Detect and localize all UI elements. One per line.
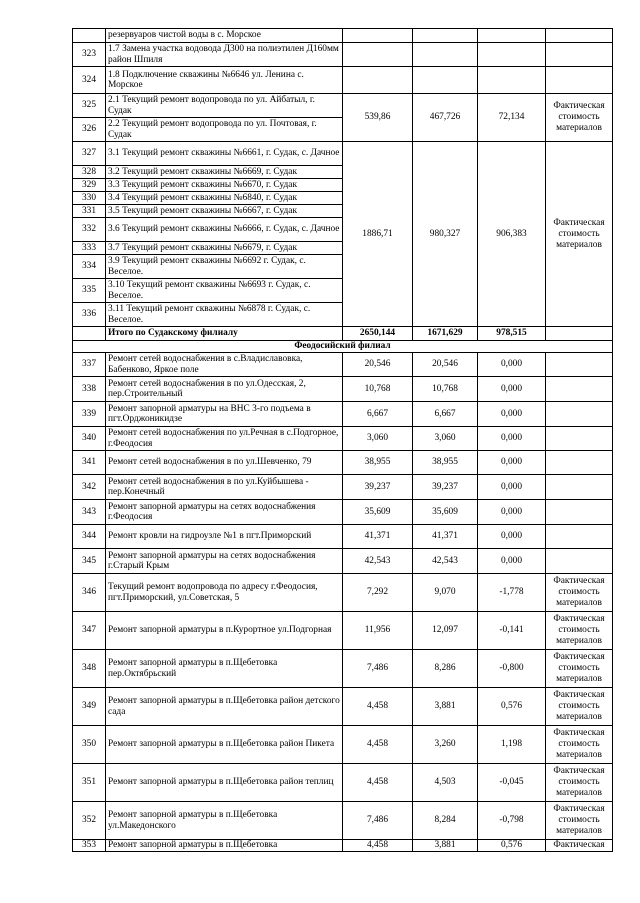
row-number-cell: 336: [73, 303, 106, 327]
value-cell: 7,486: [343, 802, 413, 840]
description-cell: Ремонт запорной арматуры в п.Щебетовка район детского сада: [106, 688, 343, 726]
row-number-cell: 328: [73, 166, 106, 179]
value-cell: 10,768: [343, 377, 413, 402]
value-cell: 906,383: [478, 142, 546, 327]
table-row: [73, 764, 613, 802]
total-value: 2650,144: [343, 327, 413, 341]
empty-cell: [343, 29, 413, 43]
value-cell: 3,881: [413, 840, 478, 852]
description-cell: Ремонт запорной арматуры на ВНС 3-го подъема в пгт.Орджоникидзе: [106, 402, 343, 427]
row-number-cell: 348: [73, 650, 106, 688]
section-title: Феодосийский филиал: [73, 341, 613, 353]
table-row: [73, 43, 613, 67]
note-cell: Фактическая стоимость материалов: [546, 574, 613, 612]
table-row: [73, 650, 613, 688]
value-cell: 3,260: [413, 726, 478, 764]
value-cell: 0,000: [478, 402, 546, 427]
value-cell: -0,800: [478, 650, 546, 688]
note-cell: Фактическая стоимость материалов: [546, 726, 613, 764]
row-number-cell: 346: [73, 574, 106, 612]
empty-cell: [478, 43, 546, 67]
value-cell: 4,458: [343, 764, 413, 802]
description-cell: Ремонт запорной арматуры в п.Щебетовка ул.Македонского: [106, 802, 343, 840]
value-cell: 0,000: [478, 475, 546, 500]
value-cell: 0,576: [478, 688, 546, 726]
value-cell: 3,060: [413, 427, 478, 451]
row-number-cell: 338: [73, 377, 106, 402]
empty-cell: [413, 67, 478, 94]
row-number-cell: 331: [73, 205, 106, 218]
section-header-row: [73, 341, 613, 353]
empty-cell: [73, 327, 106, 341]
description-cell: 3.1 Текущий ремонт скважины №6661, г. Судак, с. Дачное: [106, 142, 343, 166]
description-cell: 3.3 Текущий ремонт скважины №6670, г. Судак: [106, 179, 343, 192]
value-cell: 10,768: [413, 377, 478, 402]
description-cell: Ремонт сетей водоснабжения по ул.Речная в с.Подгорное, г.Феодосия: [106, 427, 343, 451]
description-cell: Ремонт запорной арматуры в п.Щебетовка: [106, 840, 343, 852]
table-row: [73, 840, 613, 852]
note-cell: [546, 549, 613, 574]
row-number-cell: 349: [73, 688, 106, 726]
row-number-cell: 351: [73, 764, 106, 802]
value-cell: 41,371: [343, 525, 413, 549]
value-cell: 39,237: [413, 475, 478, 500]
row-number-cell: 353: [73, 840, 106, 852]
value-cell: 20,546: [413, 353, 478, 377]
empty-cell: [546, 43, 613, 67]
description-cell: 2.2 Текущий ремонт водопровода по ул. Почтовая, г. Судак: [106, 118, 343, 142]
value-cell: 35,609: [413, 500, 478, 525]
row-number-cell: 324: [73, 67, 106, 94]
value-cell: 1,198: [478, 726, 546, 764]
row-number-cell: 335: [73, 279, 106, 303]
total-value: 1671,629: [413, 327, 478, 341]
row-number-cell: 340: [73, 427, 106, 451]
value-cell: 38,955: [413, 451, 478, 475]
table-body: [73, 29, 613, 852]
row-number-cell: 341: [73, 451, 106, 475]
value-cell: 7,486: [343, 650, 413, 688]
table-row: [73, 612, 613, 650]
note-cell: [546, 427, 613, 451]
description-cell: 1.8 Подключение скважины №6646 ул. Ленина с. Морское: [106, 67, 343, 94]
table-row: [73, 427, 613, 451]
row-number-cell: 352: [73, 802, 106, 840]
note-cell: Фактическая стоимость материалов: [546, 142, 613, 327]
value-cell: -1,778: [478, 574, 546, 612]
row-number-cell: 343: [73, 500, 106, 525]
value-cell: 8,284: [413, 802, 478, 840]
description-cell: 3.2 Текущий ремонт скважины №6669, г. Судак: [106, 166, 343, 179]
repair-costs-table: [72, 28, 613, 852]
total-label: Итого по Судакскому филиалу: [106, 327, 343, 341]
row-number-cell: [73, 29, 106, 43]
row-number-cell: 345: [73, 549, 106, 574]
description-cell: Ремонт запорной арматуры в п.Щебетовка район Пикета: [106, 726, 343, 764]
description-cell: 3.5 Текущий ремонт скважины №6667, г. Судак: [106, 205, 343, 218]
table-row: [73, 402, 613, 427]
empty-cell: [478, 67, 546, 94]
value-cell: 6,667: [413, 402, 478, 427]
description-cell: 3.4 Текущий ремонт скважины №6840, г. Судак: [106, 192, 343, 205]
value-cell: -0,798: [478, 802, 546, 840]
empty-cell: [546, 29, 613, 43]
table-row: [73, 142, 613, 166]
value-cell: -0,045: [478, 764, 546, 802]
table-row: [73, 500, 613, 525]
value-cell: 12,097: [413, 612, 478, 650]
value-cell: 8,286: [413, 650, 478, 688]
value-cell: 7,292: [343, 574, 413, 612]
value-cell: 39,237: [343, 475, 413, 500]
table-row: [73, 525, 613, 549]
value-cell: 11,956: [343, 612, 413, 650]
note-cell: [546, 500, 613, 525]
value-cell: 42,543: [413, 549, 478, 574]
note-cell: Фактическая стоимость материалов: [546, 650, 613, 688]
empty-cell: [343, 67, 413, 94]
value-cell: 0,000: [478, 353, 546, 377]
value-cell: 42,543: [343, 549, 413, 574]
row-number-cell: 326: [73, 118, 106, 142]
value-cell: 3,060: [343, 427, 413, 451]
value-cell: 980,327: [413, 142, 478, 327]
table-row: [73, 726, 613, 764]
value-cell: 20,546: [343, 353, 413, 377]
row-number-cell: 334: [73, 255, 106, 279]
table-row: [73, 67, 613, 94]
description-cell: Ремонт запорной арматуры в п.Щебетовка пер.Октябрьский: [106, 650, 343, 688]
value-cell: -0,141: [478, 612, 546, 650]
description-cell: 3.10 Текущий ремонт скважины №6693 г. Судак, с. Веселое.: [106, 279, 343, 303]
table-row: [73, 451, 613, 475]
empty-cell: [546, 67, 613, 94]
note-cell: [546, 353, 613, 377]
table-row: [73, 688, 613, 726]
value-cell: 4,503: [413, 764, 478, 802]
row-number-cell: 339: [73, 402, 106, 427]
empty-cell: [343, 43, 413, 67]
value-cell: 0,000: [478, 427, 546, 451]
empty-cell: [413, 43, 478, 67]
table-row: [73, 549, 613, 574]
description-cell: Ремонт запорной арматуры в п.Щебетовка район теплиц: [106, 764, 343, 802]
empty-cell: [413, 29, 478, 43]
value-cell: 41,371: [413, 525, 478, 549]
value-cell: 0,000: [478, 500, 546, 525]
description-cell: Ремонт сетей водоснабжения в по ул.Куйбышева - пер.Конечный: [106, 475, 343, 500]
value-cell: 4,458: [343, 688, 413, 726]
table-row: [73, 353, 613, 377]
description-cell: Ремонт сетей водоснабжения в по ул.Шевченко, 79: [106, 451, 343, 475]
value-cell: 0,576: [478, 840, 546, 852]
note-cell: [546, 525, 613, 549]
row-number-cell: 347: [73, 612, 106, 650]
note-cell: [546, 475, 613, 500]
description-cell: Текущий ремонт водопровода по адресу г.Феодосия, пгт.Приморский, ул.Советская, 5: [106, 574, 343, 612]
row-number-cell: 330: [73, 192, 106, 205]
table-row: [73, 29, 613, 43]
value-cell: 0,000: [478, 549, 546, 574]
value-cell: 9,070: [413, 574, 478, 612]
row-number-cell: 323: [73, 43, 106, 67]
description-cell: Ремонт сетей водоснабжения в с.Владиславовка, Бабенково, Яркое поле: [106, 353, 343, 377]
description-cell: 3.11 Текущий ремонт скважины №6878 г. Судак, с. Веселое.: [106, 303, 343, 327]
value-cell: 1886,71: [343, 142, 413, 327]
table-row: [73, 475, 613, 500]
value-cell: 0,000: [478, 451, 546, 475]
total-value: 978,515: [478, 327, 546, 341]
description-cell: 3.6 Текущий ремонт скважины №6666, г. Судак, с. Дачное: [106, 218, 343, 242]
value-cell: 72,134: [478, 94, 546, 142]
note-cell: Фактическая стоимость материалов: [546, 802, 613, 840]
value-cell: 35,609: [343, 500, 413, 525]
row-number-cell: 327: [73, 142, 106, 166]
total-row: [73, 327, 613, 341]
description-cell: 1.7 Замена участка водовода Д300 на полиэтилен Д160мм район Шпиля: [106, 43, 343, 67]
row-number-cell: 342: [73, 475, 106, 500]
description-cell: резервуаров чистой воды в с. Морское: [106, 29, 343, 43]
row-number-cell: 337: [73, 353, 106, 377]
empty-cell: [478, 29, 546, 43]
row-number-cell: 325: [73, 94, 106, 118]
note-cell: Фактическая стоимость материалов: [546, 688, 613, 726]
table-row: [73, 94, 613, 118]
value-cell: 0,000: [478, 525, 546, 549]
description-cell: Ремонт сетей водоснабжения в по ул.Одесская, 2, пер.Строительный: [106, 377, 343, 402]
description-cell: Ремонт запорной арматуры в п.Курортное ул.Подгорная: [106, 612, 343, 650]
description-cell: 2.1 Текущий ремонт водопровода по ул. Айбатыл, г. Судак: [106, 94, 343, 118]
row-number-cell: 332: [73, 218, 106, 242]
note-cell: Фактическая стоимость материалов: [546, 612, 613, 650]
description-cell: 3.7 Текущий ремонт скважины №6679, г. Судак: [106, 242, 343, 255]
value-cell: 6,667: [343, 402, 413, 427]
note-cell: Фактическая стоимость материалов: [546, 94, 613, 142]
description-cell: Ремонт запорной арматуры на сетях водоснабжения г.Феодосия: [106, 500, 343, 525]
empty-cell: [546, 327, 613, 341]
value-cell: 539,86: [343, 94, 413, 142]
table-row: [73, 802, 613, 840]
value-cell: 3,881: [413, 688, 478, 726]
description-cell: 3.9 Текущий ремонт скважины №6692 г. Судак, с. Веселое.: [106, 255, 343, 279]
value-cell: 4,458: [343, 840, 413, 852]
row-number-cell: 333: [73, 242, 106, 255]
row-number-cell: 329: [73, 179, 106, 192]
value-cell: 0,000: [478, 377, 546, 402]
description-cell: Ремонт кровли на гидроузле №1 в пгт.Приморский: [106, 525, 343, 549]
description-cell: Ремонт запорной арматуры на сетях водоснабжения г.Старый Крым: [106, 549, 343, 574]
value-cell: 38,955: [343, 451, 413, 475]
note-cell: Фактическая стоимость материалов: [546, 764, 613, 802]
note-cell: [546, 377, 613, 402]
note-cell: [546, 402, 613, 427]
value-cell: 4,458: [343, 726, 413, 764]
value-cell: 467,726: [413, 94, 478, 142]
note-cell: [546, 451, 613, 475]
table-row: [73, 574, 613, 612]
table-row: [73, 377, 613, 402]
row-number-cell: 344: [73, 525, 106, 549]
row-number-cell: 350: [73, 726, 106, 764]
note-cell: Фактическая: [546, 840, 613, 852]
